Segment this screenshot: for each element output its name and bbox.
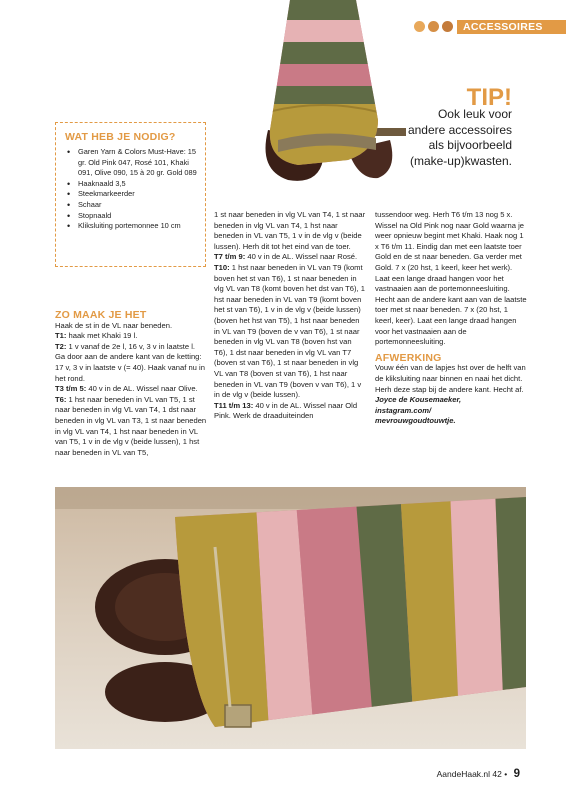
tip-line: andere accessoires: [407, 122, 512, 137]
instructions-column-2: [214, 210, 366, 422]
designer-credit: [375, 395, 527, 427]
round-label: T3 t/m 5:: [55, 384, 87, 394]
top-photo-glasses-case: [228, 0, 418, 200]
instructions-continued: tussendoor weg. Herh T6 t/m 13 nog 5 x. Wissel na Old Pink nog naar Gold waarna je weer opnieuw begint met Khaki. Haak nog 1 x T6 t/m 11. Eindig dan met een laatste toer Gold en de st naar beneden. Ga verder met Gold. 7 x (20 hst, 1 keerl, keer het werk). Laat een lange draad hangen voor het vastnaaien aan de portemonneesluiting. Hecht aan de andere kant aan van de laatste toer met st naar beneden. 7 x (20 hst, 1 keerl, keer). Laat een lange draad hangen voor het vastnaaien aan de portemonneesluiting.: [375, 210, 527, 347]
designer-name: Joyce de Kousemaeker,: [375, 395, 462, 405]
round-label: T2:: [55, 341, 67, 351]
round-label: T1:: [55, 331, 67, 341]
round-t6: [55, 395, 207, 459]
footer-bullet: •: [504, 769, 508, 779]
finishing-title: AFWERKING: [375, 351, 442, 364]
materials-item: • Schaar: [65, 200, 200, 211]
tip-line: (make-up)kwasten.: [409, 153, 512, 168]
round-text: 40 v in de AL. Wissel naar Rosé.: [245, 252, 358, 262]
materials-title: WAT HEB JE NODIG?: [65, 131, 176, 143]
round-label: T7 t/m 9:: [214, 252, 246, 262]
round-text: haak met Khaki 19 l.: [66, 331, 138, 341]
materials-item: • Kliksluiting portemonnee 10 cm: [65, 221, 200, 232]
instructions-column-3: [375, 210, 527, 427]
tip-text: [390, 107, 512, 169]
round-t10: [214, 263, 366, 401]
round-t3: [55, 384, 207, 395]
round-t7: [214, 252, 366, 263]
round-t1: [55, 331, 207, 342]
footer-site: AandeHaak.nl 42: [436, 769, 502, 779]
round-text: 40 v in de AL. Wissel naar Old Pink. Werk de draaduiteinden: [214, 400, 358, 421]
round-label: T6:: [55, 394, 67, 404]
instructions-title: ZO MAAK JE HET: [55, 309, 147, 321]
materials-list: [65, 147, 200, 232]
designer-handle: mevrouwgoudtouwtje.: [375, 416, 456, 426]
page-footer: [437, 768, 520, 780]
instructions-intro: Haak de st in de VL naar beneden.: [55, 320, 173, 330]
bottom-photo-glasses-case: [55, 487, 526, 749]
round-text: 1 hst naar beneden in VL van T9 (komt boven het st van T6), 1 st naar beneden in vlg VL van T8 (komt boven het dst van T6), 1 hst naar beneden in VL van T9 (komt boven het st van T6), 1 v in de vlg v (beide lussen) (boven het hst van T5), 1 hst naar beneden in VL van T9 (boven de v van T6), 1 st naar beneden in vlg VL van T8 (boven hst van T6), 1 dst naar beneden in vlg VL van T7 (boven st van T6), 1 st naar beneden in vlg VL van T8 (boven st van T6), 1 hst naar beneden in VL van T9 (boven v van T6), 1 v in de vlg v (beide lussen).: [214, 262, 365, 400]
materials-item: • Stopnaald: [65, 211, 200, 222]
instructions-column-1: [55, 310, 207, 458]
round-text: 1 v vanaf de 2e l, 16 v, 3 v in laatste l. Ga door aan de andere kant van de ketting: 17 v, 3 v in laatste v (= 40). Haak vanaf nu in het rond.: [55, 341, 205, 383]
round-t2: [55, 342, 207, 384]
round-label: T10:: [214, 262, 230, 272]
materials-item: • Steekmarkeerder: [65, 189, 200, 200]
round-text: 40 v in de AL. Wissel naar Olive.: [86, 384, 198, 394]
section-tag: ACCESSOIRES: [457, 20, 566, 34]
materials-item: • Haaknaald 3,5: [65, 179, 200, 190]
tip-line: Ook leuk voor: [437, 107, 512, 121]
designer-instagram: instagram.com/: [375, 405, 432, 415]
section-dots: [414, 21, 453, 32]
round-label: T11 t/m 13:: [214, 400, 254, 410]
finishing-text: Vouw één van de lapjes hst over de helft van de kliksluiting naar binnen en naai het dicht. Herh deze stap bij de andere kant. Hecht af.: [375, 363, 526, 394]
materials-item: • Garen Yarn & Colors Must-Have: 15 gr. Old Pink 047, Rosé 101, Khaki 091, Olive 090, 15 à 20 gr. Gold 089: [65, 147, 200, 179]
round-text: 1 hst naar beneden in VL van T5, 1 st naar beneden in vlg VL van T4, 1 dst naar beneden in vlg VL van T3, 1 st naar beneden in vlg VL van T4, 1 hst naar beneden in VL van T5, 1 v in de vlg v (beide lussen), 1 hst naar beneden in VL van T5,: [55, 394, 207, 457]
round-t11: [214, 401, 366, 422]
tip-line: als bijvoorbeeld: [428, 138, 512, 152]
round-t6-cont: 1 st naar beneden in vlg VL van T4, 1 st naar beneden in vlg VL van T4, 1 hst naar beneden in VL van T5, 1 v in de vlg v (beide lussen). Herh dit tot het eind van de toer.: [214, 210, 366, 251]
tip-title: TIP!: [466, 84, 512, 111]
page-number: 9: [513, 768, 520, 780]
